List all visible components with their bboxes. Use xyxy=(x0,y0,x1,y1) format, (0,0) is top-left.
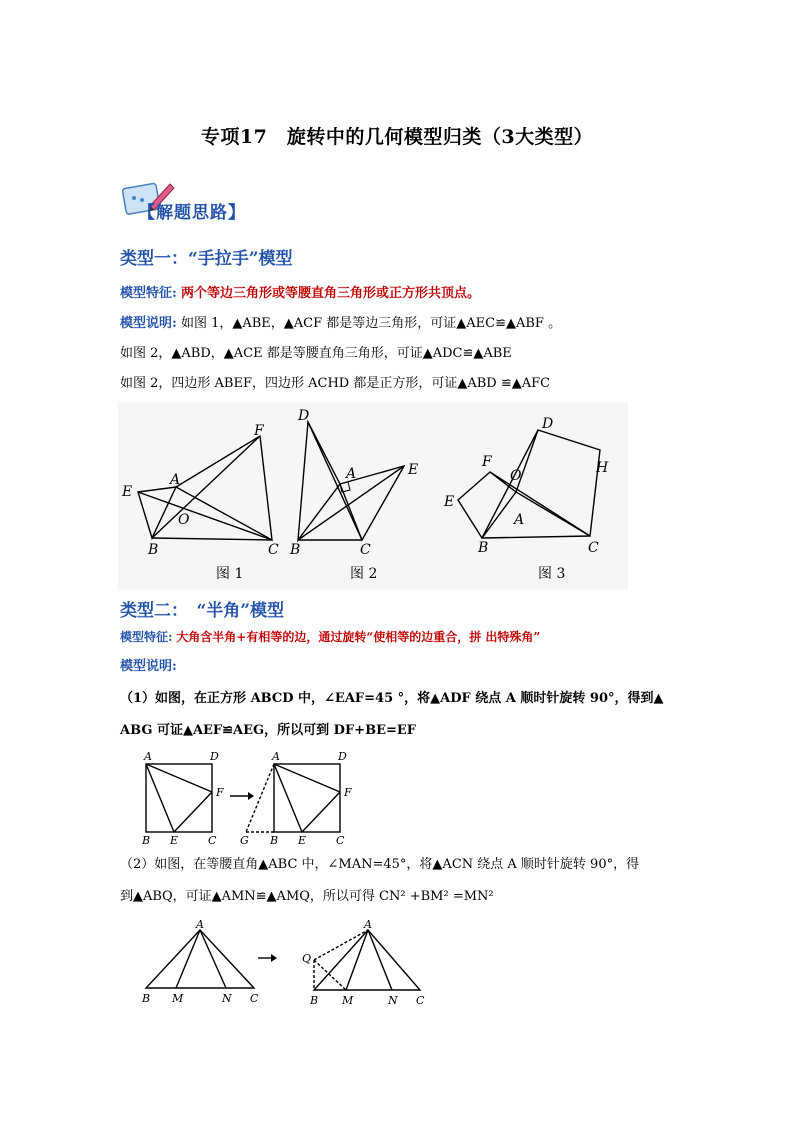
svg-text:E: E xyxy=(298,834,307,846)
svg-text:C: C xyxy=(250,992,259,1005)
section2-desc xyxy=(120,658,177,676)
fig2-label-A: A xyxy=(346,466,357,482)
fig2-caption: 图 2 xyxy=(350,566,378,582)
fig3-label-B: B xyxy=(478,540,489,556)
desc-text: 如图 1，▲ABE，▲ACF 都是等边三角形，可证▲AEC≌▲ABF 。 xyxy=(180,316,562,331)
fig3-label-O: O xyxy=(510,468,522,484)
desc-label-2: 模型说明: xyxy=(120,659,177,674)
fig3-label-A: A xyxy=(514,512,525,528)
desc-label: 模型说明: xyxy=(120,316,177,331)
fig1-label-O: O xyxy=(178,512,190,528)
badge-label: 【解题思路】 xyxy=(138,203,246,223)
feature-text: 两个等边三角形或等腰直角三角形或正方形共顶点。 xyxy=(180,286,480,301)
svg-text:G: G xyxy=(240,834,249,846)
svg-text:C: C xyxy=(208,834,217,846)
svg-text:N: N xyxy=(222,992,232,1005)
fig3-caption: 图 3 xyxy=(538,566,566,582)
svg-text:D: D xyxy=(210,750,219,763)
fig2-label-B: B xyxy=(290,542,301,558)
feature-label: 模型特征: xyxy=(120,286,177,301)
feature-text-2: 大角含半角+有相等的边，通过旋转“使相等的边重合，拼 出特殊角” xyxy=(176,630,541,644)
triangle-right-labels xyxy=(302,918,425,1007)
section2-heading: 类型二： “半角”模型 xyxy=(120,601,285,621)
svg-text:B: B xyxy=(310,994,319,1007)
section1-heading: 类型一：“手拉手”模型 xyxy=(120,249,293,269)
section2-p2-line2: 到▲ABQ，可证▲AMN≌▲AMQ，所以可得 CN² +BM² =MN² xyxy=(120,889,494,904)
svg-text:B: B xyxy=(142,992,151,1005)
square-right xyxy=(246,764,340,832)
fig1-label-A: A xyxy=(170,472,181,488)
section2-p2-figure xyxy=(124,918,434,1010)
svg-text:B: B xyxy=(142,834,151,846)
svg-text:A: A xyxy=(364,918,372,931)
svg-text:F: F xyxy=(216,786,224,799)
fig1-label-C: C xyxy=(268,542,279,558)
section1-line3: 如图 2，四边形 ABEF，四边形 ACHD 都是正方形，可证▲ABD ≌▲AFC xyxy=(120,376,551,391)
svg-text:N: N xyxy=(388,994,398,1007)
svg-text:C: C xyxy=(336,834,345,846)
svg-text:B: B xyxy=(270,834,279,846)
fig3-label-H: H xyxy=(596,460,609,476)
svg-text:A: A xyxy=(272,750,280,763)
svg-text:C: C xyxy=(416,994,425,1007)
fig1-caption: 图 1 xyxy=(216,566,244,582)
section2-p1-figure xyxy=(134,748,364,846)
section1-line2: 如图 2，▲ABD，▲ACE 都是等腰直角三角形，可证▲ADC≌▲ABE xyxy=(120,346,512,361)
fig2-label-D: D xyxy=(298,408,310,424)
triangle-right xyxy=(314,930,420,990)
section2-feature xyxy=(120,628,540,646)
solution-idea-badge xyxy=(120,178,280,224)
svg-text:D: D xyxy=(338,750,347,763)
square-left xyxy=(146,764,212,832)
fig3-label-C: C xyxy=(588,540,599,556)
svg-text:E: E xyxy=(170,834,179,846)
fig3-label-F: F xyxy=(482,454,492,470)
section2-p2-line1: （2）如图，在等腰直角▲ABC 中，∠MAN=45°，将▲ACN 绕点 A 顺时针旋转 90°，得 xyxy=(120,857,640,872)
svg-text:A: A xyxy=(144,750,152,763)
page-title: 专项17 旋转中的几何模型归类（3大类型） xyxy=(200,126,594,148)
feature-label-2: 模型特征: xyxy=(120,630,173,644)
svg-text:F: F xyxy=(344,786,352,799)
section2-p1-line2: ABG 可证▲AEF≌AEG，所以可到 DF+BE=EF xyxy=(120,723,417,738)
svg-text:A: A xyxy=(196,918,204,931)
fig1-label-E: E xyxy=(122,484,133,500)
fig3-label-D: D xyxy=(542,416,554,432)
section2-p1-line1: （1）如图，在正方形 ABCD 中，∠EAF=45 °，将▲ADF 绕点 A 顺时针旋转 90°，得到▲ xyxy=(120,691,664,706)
section1-figures xyxy=(118,402,628,590)
svg-text:M: M xyxy=(172,992,184,1005)
fig2-label-E: E xyxy=(408,462,419,478)
section1-feature xyxy=(120,285,480,303)
section1-desc xyxy=(120,315,561,333)
fig3-label-E: E xyxy=(444,494,455,510)
svg-text:Q: Q xyxy=(302,952,312,965)
fig1-label-B: B xyxy=(148,542,159,558)
fig2-label-C: C xyxy=(360,542,371,558)
triangle-left xyxy=(146,930,254,988)
svg-text:M: M xyxy=(342,994,354,1007)
fig1-label-F: F xyxy=(254,423,264,439)
